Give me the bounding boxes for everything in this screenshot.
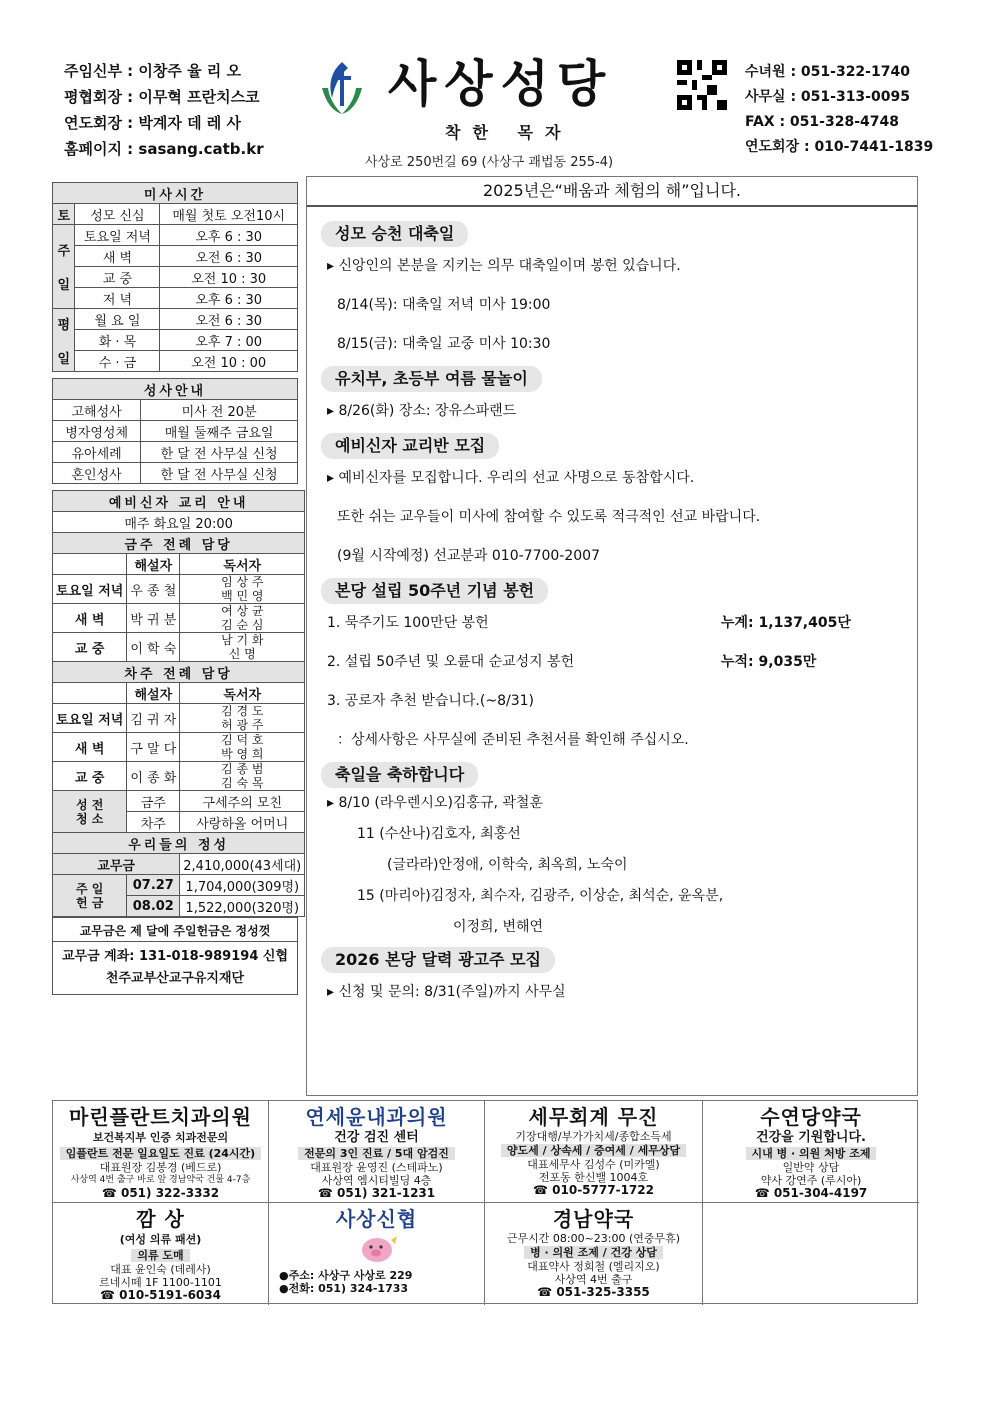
offering-title: 우리들의 정성 <box>53 833 305 854</box>
col-commentator: 해설자 <box>127 554 180 575</box>
tithe-label: 교무금 <box>53 854 180 875</box>
notice-line: (9월 시작예정) 선교분과 010-7700-2007 <box>337 548 600 564</box>
this-week-title: 금주 전례 담당 <box>53 533 305 554</box>
account-number: 교무금 계좌: 131-018-989194 신협 <box>61 949 289 964</box>
offering-note: 교무금은 제 달에 주일헌금은 정성껏 <box>52 917 298 942</box>
sat-type: 성모 신심 <box>75 204 160 225</box>
sacrament-table <box>52 378 298 484</box>
col-reader: 독서자 <box>180 554 305 575</box>
section-title: 성모 승천 대축일 <box>321 221 468 247</box>
readers: 여 상 균 김 순 심 <box>180 604 305 633</box>
sacrament-info: 한 달 전 사무실 신청 <box>141 442 298 463</box>
row-label: 토요일 저녁 <box>53 575 127 604</box>
readers: 김 덕 호 박 영 희 <box>180 733 305 762</box>
liturgy-table <box>52 490 305 917</box>
readers: 김 경 도 허 광 주 <box>180 704 305 733</box>
mass-time: 오후 7 : 00 <box>160 330 298 351</box>
rosary-total: 누계: 1,137,405단 <box>721 615 851 631</box>
ad-tax[interactable]: 세무회계 무진 기장대행/부가가치세/종합소득세 양도세 / 상속세 / 증여세 / 세무상담 대표세무사 김성수 (미카엘) 전포동 한신밸 1004호 ☎ 010-5777-1722 <box>485 1101 703 1203</box>
feast-line: 11 (수산나)김호자, 최홍선 <box>357 826 521 842</box>
council-line: 평협회장 : 이무혁 프란치스코 <box>64 88 260 106</box>
sacrament-name: 혼인성사 <box>53 463 141 484</box>
pig-mascot-icon <box>355 1232 399 1266</box>
notice-line: 2. 설립 50주년 및 오륜대 순교성지 봉헌 누적: 9,035만 <box>307 643 917 682</box>
row-label: 교 중 <box>53 762 127 791</box>
mass-name: 월 요 일 <box>75 309 160 330</box>
commentator: 이 학 숙 <box>127 633 180 662</box>
homepage-line[interactable]: 홈페이지 : sasang.catb.kr <box>64 140 264 158</box>
commentator: 구 말 다 <box>127 733 180 762</box>
hymn-week: 차주 <box>127 812 180 833</box>
sunday-label: 주 일 <box>53 225 75 309</box>
sat-time: 매월 첫토 오전10시 <box>160 204 298 225</box>
sacrament-title: 성사안내 <box>53 379 298 400</box>
catechism-title: 예비신자 교리 안내 <box>53 491 305 512</box>
row-label: 새 벽 <box>53 604 127 633</box>
readers: 남 기 화 신 명 <box>180 633 305 662</box>
col-reader: 독서자 <box>180 683 305 704</box>
contact-info <box>745 60 933 160</box>
mass-time: 오전 6 : 30 <box>160 309 298 330</box>
hymn-week: 금주 <box>127 791 180 812</box>
mass-title: 미사시간 <box>53 183 298 204</box>
sunday-offering-label: 주 일 헌 금 <box>53 875 127 917</box>
offering-value: 1,522,000(320명) <box>180 896 305 917</box>
mass-time: 오후 6 : 30 <box>160 225 298 246</box>
mass-name: 저 녁 <box>75 288 160 309</box>
notice-line: 8/14(목): 대축일 저녁 미사 19:00 <box>337 297 551 313</box>
tithe-value: 2,410,000(43세대) <box>180 854 305 875</box>
notice-line: 3. 공로자 추천 받습니다.(~8/31) <box>327 693 534 709</box>
section-title: 축일을 축하합니다 <box>321 762 478 788</box>
ad-dental[interactable]: 마린플란트치과의원 보건복지부 인증 치과전문의 임플란트 전문 일요일도 진료 (24시간) 대표원장 김봉경 (베드로) 사상역 4번 출구 바로 앞 경남약국 건물 4-7층 ☎ 051) 322-3332 <box>53 1101 269 1203</box>
sat-label: 토 <box>53 204 75 225</box>
row-label: 교 중 <box>53 633 127 662</box>
qr-code-icon[interactable] <box>677 60 727 110</box>
hymn-label: 성 전 청 소 <box>53 791 127 833</box>
prayer-phone: 연도회장 : 010-7441-1839 <box>745 139 934 155</box>
notice-line: ▸ 신청 및 문의: 8/31(주일)까지 사무실 <box>327 984 566 1000</box>
feast-line: (글라라)안정애, 이학숙, 최옥희, 노숙이 <box>387 857 628 873</box>
offering-date: 08.02 <box>127 896 180 917</box>
section-title: 본당 설립 50주년 기념 봉헌 <box>321 578 548 604</box>
feast-line: 15 (마리아)김정자, 최수자, 김광주, 이상순, 최석순, 윤옥분, <box>357 888 724 904</box>
mass-name: 교 중 <box>75 267 160 288</box>
offering-date: 07.27 <box>127 875 180 896</box>
section-title: 2026 본당 달력 광고주 모집 <box>321 947 555 973</box>
section-title: 예비신자 교리반 모집 <box>321 433 499 459</box>
readers: 임 상 주 백 민 영 <box>180 575 305 604</box>
fax: FAX : 051-328-4748 <box>745 114 899 130</box>
church-logo-icon <box>318 58 366 118</box>
hymn-title: 구세주의 모친 <box>180 791 305 812</box>
mass-schedule-table <box>52 182 298 372</box>
commentator: 김 귀 자 <box>127 704 180 733</box>
sacrament-info: 미사 전 20분 <box>141 400 298 421</box>
ad-credit-union[interactable]: 사상신협 ●주소: 사상구 사상로 229 ●전화: 051) 324-1733 <box>269 1203 485 1305</box>
ad-clinic[interactable]: 연세윤내과의원 건강 검진 센터 전문의 3인 진료 / 5대 암검진 대표원장 윤영진 (스테파노) 사상역 엠시티빌딩 4층 ☎ 051) 321-1231 <box>269 1101 485 1203</box>
notice-line: ：상세사항은 사무실에 준비된 추천서를 확인해 주십시오. <box>337 732 689 748</box>
section-title: 유치부, 초등부 여름 물놀이 <box>321 366 542 392</box>
mass-name: 수 · 금 <box>75 351 160 372</box>
mass-name: 화 · 목 <box>75 330 160 351</box>
page-title: 사상성당 <box>388 55 614 113</box>
weekday-label: 평 일 <box>53 309 75 372</box>
page-subtitle: 착한 목자 <box>445 123 573 142</box>
sacrament-info: 매월 둘째주 금요일 <box>141 421 298 442</box>
next-week-title: 차주 전례 담당 <box>53 662 305 683</box>
ad-pharmacy-2[interactable]: 경남약국 근무시간 08:00~23:00 (연중무휴) 병 · 의원 조제 / 건강 상담 대표약사 정회철 (엘리지오) 사상역 4번 출구 ☎ 051-325-3355 <box>485 1203 703 1305</box>
ad-fashion[interactable]: 깜 상 (여성 의류 패션) 의류 도매 대표 윤인숙 (데레사) 르네시떼 1F 1100-1101 ☎ 010-5191-6034 <box>53 1203 269 1305</box>
commentator: 박 귀 분 <box>127 604 180 633</box>
catechism-time: 매주 화요일 20:00 <box>53 512 305 533</box>
sacrament-name: 고해성사 <box>53 400 141 421</box>
mass-time: 오전 6 : 30 <box>160 246 298 267</box>
ad-pharmacy[interactable]: 수연당약국 건강을 기원합니다. 시내 병 · 의원 처방 조제 일반약 상담 약사 강연주 (루시아) ☎ 051-304-4197 <box>703 1101 919 1203</box>
notice-line: ▸ 8/26(화) 장소: 장유스파랜드 <box>327 403 517 419</box>
sacrament-name: 유아세례 <box>53 442 141 463</box>
offering-value: 1,704,000(309명) <box>180 875 305 896</box>
sacrament-info: 한 달 전 사무실 신청 <box>141 463 298 484</box>
mass-time: 오전 10 : 30 <box>160 267 298 288</box>
prayer-line: 연도회장 : 박계자 데 레 사 <box>64 114 242 132</box>
offering-total: 누적: 9,035만 <box>721 654 817 670</box>
col-commentator: 해설자 <box>127 683 180 704</box>
office-phone: 사무실 : 051-313-0095 <box>745 89 910 105</box>
feast-line: 이정희, 변해연 <box>453 919 544 935</box>
sacrament-name: 병자영성체 <box>53 421 141 442</box>
address: 사상로 250번길 69 (사상구 괘법동 255-4) <box>365 155 614 170</box>
sidebar <box>52 182 302 995</box>
convent-phone: 수녀원 : 051-322-1740 <box>745 64 910 80</box>
readers: 김 종 범 김 숙 목 <box>180 762 305 791</box>
year-banner: 2025년은“배움과 체험의 해”입니다. <box>307 177 917 207</box>
header-info <box>64 58 264 162</box>
account-box <box>52 942 298 995</box>
mass-time: 오전 10 : 00 <box>160 351 298 372</box>
mass-name: 토요일 저녁 <box>75 225 160 246</box>
commentator: 이 종 화 <box>127 762 180 791</box>
notice-line: ▸ 예비신자를 모집합니다. 우리의 선교 사명으로 동참합시다. <box>327 470 695 486</box>
mass-name: 새 벽 <box>75 246 160 267</box>
ad-empty <box>703 1203 919 1305</box>
notice-line: ▸ 신앙인의 본분을 지키는 의무 대축일이며 봉헌 있습니다. <box>327 258 681 274</box>
mass-time: 오후 6 : 30 <box>160 288 298 309</box>
main-content <box>306 176 918 1096</box>
pastor-line: 주임신부 : 이창주 율 리 오 <box>64 62 242 80</box>
notice-line: 8/15(금): 대축일 교중 미사 10:30 <box>337 336 551 352</box>
commentator: 우 종 철 <box>127 575 180 604</box>
hymn-title: 사랑하올 어머니 <box>180 812 305 833</box>
row-label: 새 벽 <box>53 733 127 762</box>
row-label: 토요일 저녁 <box>53 704 127 733</box>
account-owner: 천주교부산교구유지재단 <box>105 971 245 986</box>
feast-line: ▸ 8/10 (라우렌시오)김홍규, 곽철훈 <box>327 795 543 811</box>
notice-line: 1. 묵주기도 100만단 봉헌 누계: 1,137,405단 <box>307 604 917 643</box>
notice-line: 또한 쉬는 교우들이 미사에 참여할 수 있도록 적극적인 선교 바랍니다. <box>337 509 761 525</box>
ads-grid <box>52 1100 918 1304</box>
